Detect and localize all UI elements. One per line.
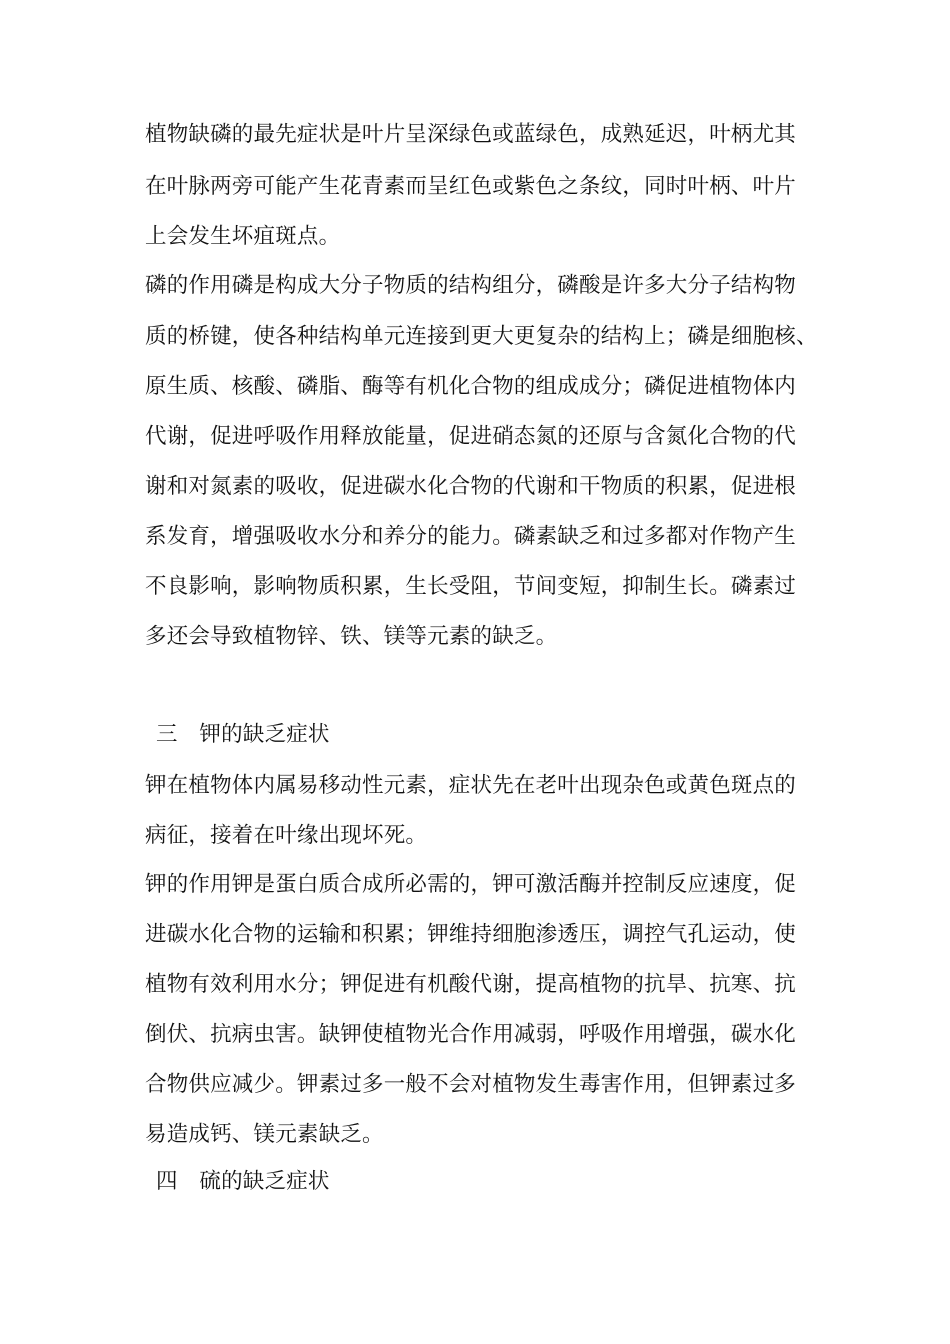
paragraph-phosphorus-function-line-3: 原生质、核酸、磷脂、酶等有机化合物的组成成分；磷促进植物体内	[145, 374, 797, 399]
paragraph-potassium-function-line-6: 易造成钙、镁元素缺乏。	[145, 1122, 384, 1147]
paragraph-phosphorus-function-line-7: 不良影响，影响物质积累，生长受阻，节间变短，抑制生长。磷素过	[145, 574, 797, 599]
paragraph-potassium-function-line-5: 合物供应减少。钾素过多一般不会对植物发生毒害作用，但钾素过多	[145, 1072, 797, 1097]
paragraph-potassium-deficiency-line-1: 钾在植物体内属易移动性元素，症状先在老叶出现杂色或黄色斑点的	[145, 773, 797, 798]
paragraph-potassium-function-line-4: 倒伏、抗病虫害。缺钾使植物光合作用减弱，呼吸作用增强，碳水化	[145, 1022, 797, 1047]
paragraph-potassium-function-line-3: 植物有效利用水分；钾促进有机酸代谢，提高植物的抗旱、抗寒、抗	[145, 972, 797, 997]
paragraph-phosphorus-function-line-8: 多还会导致植物锌、铁、镁等元素的缺乏。	[145, 624, 558, 649]
section-heading-potassium: 三 钾的缺乏症状	[156, 722, 330, 747]
paragraph-phosphorus-function-line-6: 系发育，增强吸收水分和养分的能力。磷素缺乏和过多都对作物产生	[145, 524, 797, 549]
paragraph-potassium-function-line-1: 钾的作用钾是蛋白质合成所必需的，钾可激活酶并控制反应速度，促	[145, 872, 797, 897]
paragraph-phosphorus-deficiency-line-1: 植物缺磷的最先症状是叶片呈深绿色或蓝绿色，成熟延迟，叶柄尤其	[145, 122, 797, 147]
section-heading-sulfur: 四 硫的缺乏症状	[156, 1169, 330, 1194]
paragraph-potassium-deficiency-line-2: 病征，接着在叶缘出现坏死。	[145, 823, 428, 848]
paragraph-phosphorus-deficiency-line-2: 在叶脉两旁可能产生花青素而呈红色或紫色之条纹，同时叶柄、叶片	[145, 174, 797, 199]
paragraph-phosphorus-function-line-4: 代谢，促进呼吸作用释放能量，促进硝态氮的还原与含氮化合物的代	[145, 424, 797, 449]
paragraph-phosphorus-function-line-2: 质的桥键，使各种结构单元连接到更大更复杂的结构上；磷是细胞核、	[145, 324, 818, 349]
paragraph-potassium-function-line-2: 进碳水化合物的运输和积累；钾维持细胞渗透压，调控气孔运动，使	[145, 922, 797, 947]
paragraph-phosphorus-function-line-1: 磷的作用磷是构成大分子物质的结构组分，磷酸是许多大分子结构物	[145, 273, 797, 298]
paragraph-phosphorus-function-line-5: 谢和对氮素的吸收，促进碳水化合物的代谢和干物质的积累，促进根	[145, 474, 797, 499]
paragraph-phosphorus-deficiency-line-3: 上会发生坏疽斑点。	[145, 224, 341, 249]
